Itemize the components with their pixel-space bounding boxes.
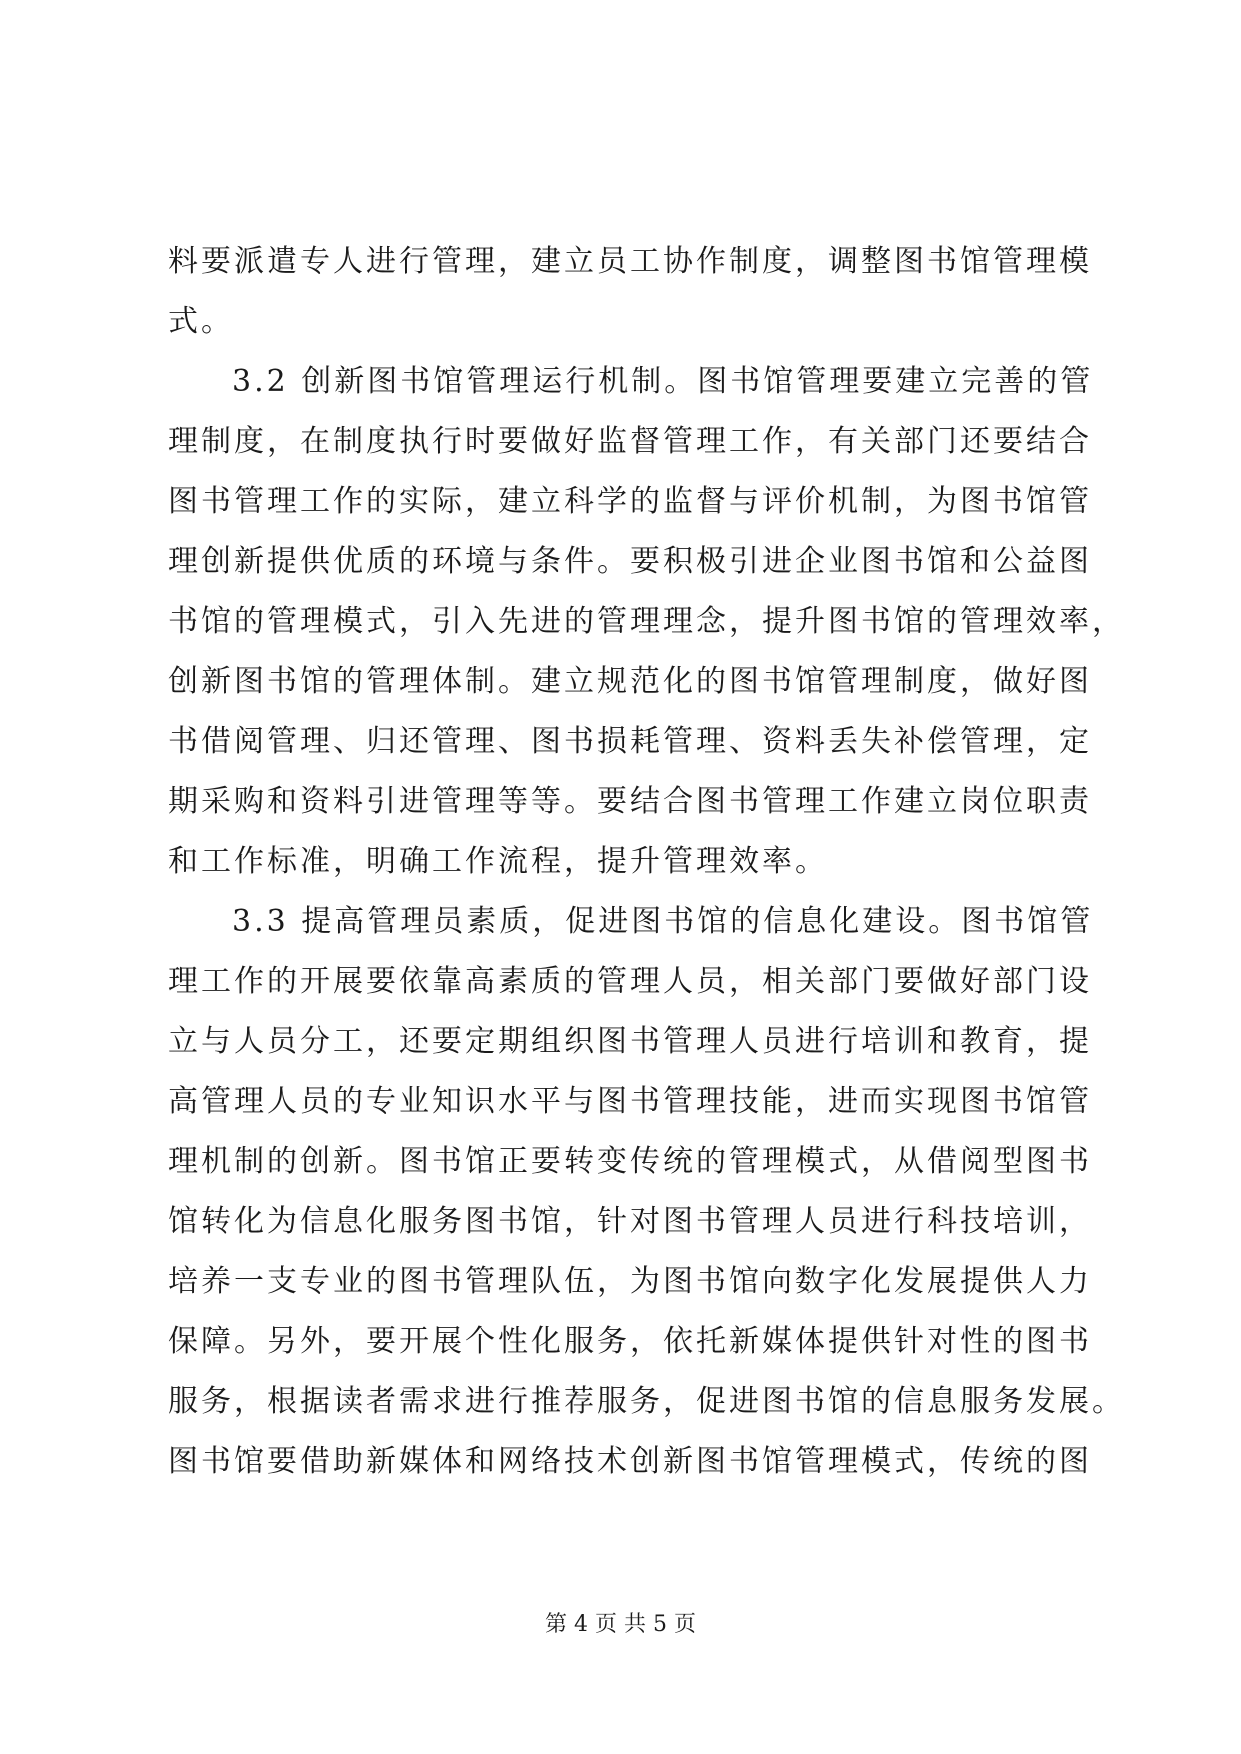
text-line: 培养一支专业的图书管理队伍，为图书馆向数字化发展提供人力 [168,1264,1092,1299]
text-line: 理创新提供优质的环境与条件。要积极引进企业图书馆和公益图 [168,544,1092,579]
text-line: 图书馆要借助新媒体和网络技术创新图书馆管理模式，传统的图 [168,1444,1092,1479]
text-line: 和工作标准，明确工作流程，提升管理效率。 [168,844,828,879]
text-line: 图书管理工作的实际，建立科学的监督与评价机制，为图书馆管 [168,484,1092,519]
text-line: 服务，根据读者需求进行推荐服务，促进图书馆的信息服务发展。 [168,1384,1125,1419]
text-line: 立与人员分工，还要定期组织图书管理人员进行培训和教育，提 [168,1024,1092,1059]
text-line: 书馆的管理模式，引入先进的管理理念，提升图书馆的管理效率， [168,604,1125,639]
text-line: 料要派遣专人进行管理，建立员工协作制度，调整图书馆管理模 [168,244,1092,279]
text-line: 式。 [168,304,234,339]
page-number-footer: 第 4 页 共 5 页 [545,1612,696,1637]
text-line: 理制度，在制度执行时要做好监督管理工作，有关部门还要结合 [168,424,1092,459]
text-line: 保障。另外，要开展个性化服务，依托新媒体提供针对性的图书 [168,1324,1092,1359]
text-line: 理机制的创新。图书馆正要转变传统的管理模式，从借阅型图书 [168,1144,1092,1179]
body-text [168,232,1125,1492]
text-line: 理工作的开展要依靠高素质的管理人员，相关部门要做好部门设 [168,964,1092,999]
text-line: 书借阅管理、归还管理、图书损耗管理、资料丢失补偿管理，定 [168,724,1092,759]
section-heading-line: 3.3 提高管理员素质，促进图书馆的信息化建设。图书馆管 [232,904,1094,939]
text-line: 创新图书馆的管理体制。建立规范化的图书馆管理制度，做好图 [168,664,1092,699]
text-line: 馆转化为信息化服务图书馆，针对图书管理人员进行科技培训， [168,1204,1092,1239]
text-line: 期采购和资料引进管理等等。要结合图书管理工作建立岗位职责 [168,784,1092,819]
text-line: 高管理人员的专业知识水平与图书管理技能，进而实现图书馆管 [168,1084,1092,1119]
section-heading-line: 3.2 创新图书馆管理运行机制。图书馆管理要建立完善的管 [232,364,1094,399]
